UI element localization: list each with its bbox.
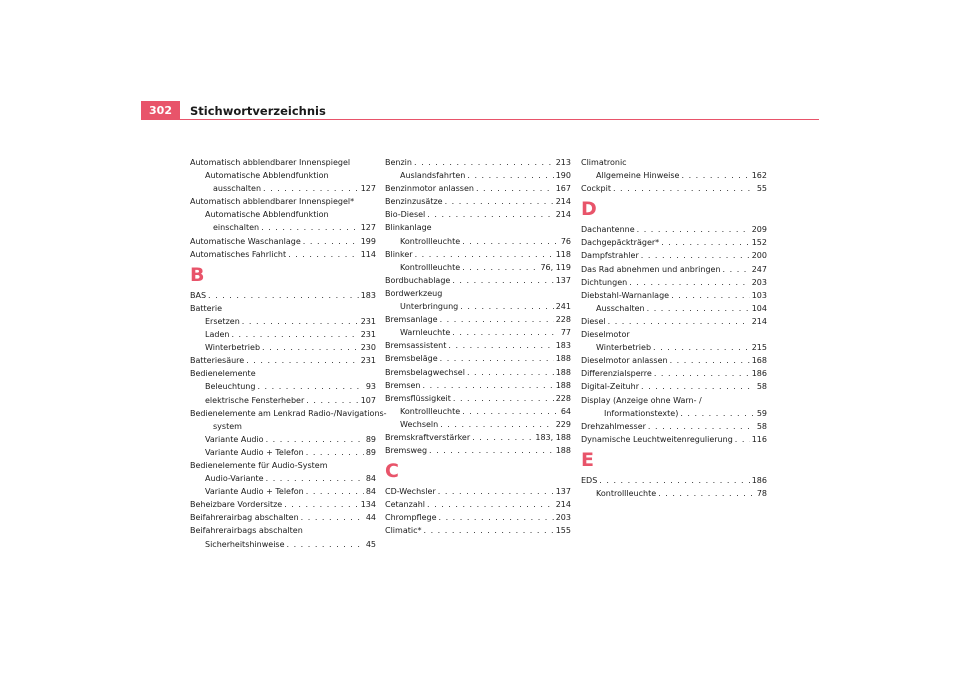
index-entry	[385, 169, 571, 182]
index-entry	[581, 263, 767, 276]
index-entry-text: Informationstexte)	[604, 408, 679, 418]
index-entry-page: 167	[555, 184, 571, 194]
leader-dots	[423, 524, 553, 537]
index-entry	[385, 248, 571, 261]
index-entry	[190, 354, 376, 367]
index-entry-text: Allgemeine Hinweise	[596, 171, 680, 181]
index-entry	[581, 420, 767, 433]
index-entry-page: 58	[756, 421, 767, 431]
index-entry	[190, 380, 376, 393]
index-entry	[581, 315, 767, 328]
leader-dots	[647, 302, 750, 315]
index-entry-page: 127	[360, 223, 376, 233]
index-entry-page: 77	[560, 328, 571, 338]
index-entry-page: 214	[555, 210, 571, 220]
index-entry-page: 231	[360, 330, 376, 340]
leader-dots	[654, 367, 750, 380]
index-entry-text: Beleuchtung	[205, 382, 256, 392]
index-entry-text: Bremsassistent	[385, 341, 447, 351]
index-entry-page: 203	[555, 513, 571, 523]
leader-dots	[427, 208, 553, 221]
index-entry	[385, 511, 571, 524]
index-entry-text: Bremsbeläge	[385, 354, 438, 364]
index-entry-page: 231	[360, 356, 376, 366]
index-entry-page: 214	[555, 197, 571, 207]
index-letter-heading: E	[581, 448, 594, 471]
index-entry	[385, 261, 571, 274]
leader-dots	[263, 182, 359, 195]
index-entry	[190, 248, 376, 261]
index-entry	[190, 446, 376, 459]
index-entry	[190, 182, 376, 195]
index-entry-page: 89	[365, 434, 376, 444]
index-entry	[385, 379, 571, 392]
index-entry	[190, 420, 376, 433]
index-entry-text: Blinkanlage	[385, 223, 432, 233]
index-entry-page: 155	[555, 526, 571, 536]
index-entry-page: 199	[360, 236, 376, 246]
index-entry-page: 241	[555, 302, 571, 312]
index-entry	[581, 236, 767, 249]
index-entry	[190, 407, 387, 420]
index-entry-text: Auslandsfahrten	[400, 171, 466, 181]
leader-dots	[429, 444, 554, 457]
index-entry-page: 214	[751, 316, 767, 326]
leader-dots	[445, 195, 554, 208]
index-entry-text: Dynamische Leuchtweitenregulierung	[581, 434, 733, 444]
index-entry	[581, 380, 767, 393]
index-entry	[385, 444, 571, 457]
index-entry-text: Bedienelemente für Audio-System	[190, 460, 328, 470]
leader-dots	[671, 289, 750, 302]
leader-dots	[723, 263, 750, 276]
index-entry-text: Display (Anzeige ohne Warn- /	[581, 395, 702, 405]
leader-dots	[301, 511, 364, 524]
index-entry	[581, 474, 767, 487]
index-entry-page: 84	[365, 487, 376, 497]
leader-dots	[608, 315, 750, 328]
index-entry	[581, 407, 767, 420]
index-entry-text: Benzin	[385, 158, 412, 167]
index-entry	[385, 208, 571, 221]
leader-dots	[427, 498, 554, 511]
index-entry	[385, 485, 571, 498]
index-entry	[581, 302, 767, 315]
index-entry	[190, 289, 376, 302]
leader-dots	[440, 352, 554, 365]
index-entry-page: 64	[560, 406, 571, 416]
leader-dots	[680, 407, 755, 420]
index-letter-heading: B	[190, 263, 205, 286]
index-entry	[190, 524, 376, 537]
index-entry	[385, 326, 571, 339]
index-entry-text: Bordbuchablage	[385, 275, 451, 285]
index-entry-text: Kontrollleuchte	[400, 236, 461, 246]
index-entry-text: Audio-Variante	[205, 474, 264, 484]
leader-dots	[306, 394, 358, 407]
index-entry-text: Unterbringung	[400, 302, 459, 312]
index-entry-text: ausschalten	[213, 184, 262, 194]
index-entry-page: 209	[751, 225, 767, 235]
leader-dots	[448, 339, 553, 352]
index-entry-text: Climatic*	[385, 526, 422, 536]
index-entry-text: Drehzahlmesser	[581, 421, 646, 431]
index-entry-page: 230	[360, 343, 376, 353]
index-column-1	[190, 156, 387, 551]
index-entry-text: Climatronic	[581, 158, 627, 167]
index-entry-page: 114	[360, 249, 376, 259]
index-entry-page: 188	[555, 354, 571, 364]
index-entry-text: Kontrollleuchte	[596, 488, 657, 498]
index-entry	[385, 392, 571, 405]
index-entry-text: Blinker	[385, 249, 413, 259]
index-entry-text: Bio-Diesel	[385, 210, 426, 220]
index-entry-page: 116	[751, 434, 767, 444]
index-entry-text: Automatische Abblendfunktion	[205, 171, 329, 181]
leader-dots	[306, 485, 364, 498]
leader-dots	[467, 169, 553, 182]
index-entry	[385, 339, 571, 352]
index-entry	[190, 367, 376, 380]
index-entry-page: 188	[555, 446, 571, 456]
index-entry-text: CD-Wechsler	[385, 487, 436, 497]
index-entry-text: Automatisch abblendbarer Innenspiegel*	[190, 197, 355, 207]
index-entry-text: Automatisch abblendbarer Innenspiegel	[190, 158, 351, 167]
index-entry-text: Sicherheitshinweise	[205, 539, 285, 549]
index-entry-text: Bremskraftverstärker	[385, 432, 471, 442]
index-entry	[581, 367, 767, 380]
leader-dots	[287, 538, 364, 551]
index-entry-page: 59	[756, 408, 767, 418]
leader-dots	[306, 446, 364, 459]
leader-dots	[439, 511, 554, 524]
index-entry-page: 188	[555, 380, 571, 390]
leader-dots	[452, 274, 553, 287]
index-entry-text: Dachgepäckträger*	[581, 238, 660, 248]
index-entry	[190, 538, 376, 551]
index-entry-page: 44	[365, 513, 376, 523]
index-entry	[190, 195, 376, 208]
index-entry-page: 183	[555, 341, 571, 351]
leader-dots	[641, 249, 750, 262]
index-entry-text: Bremsanlage	[385, 315, 438, 325]
leader-dots	[242, 315, 359, 328]
index-entry-text: Bremsbelagwechsel	[385, 367, 465, 377]
leader-dots	[462, 261, 538, 274]
leader-dots	[303, 235, 359, 248]
index-entry-text: Dieselmotor anlassen	[581, 356, 668, 366]
index-entry-text: Chrompflege	[385, 513, 437, 523]
index-entry-text: Beheizbare Vordersitze	[190, 500, 283, 510]
index-entry	[581, 182, 767, 195]
index-entry-text: Automatische Abblendfunktion	[205, 210, 329, 220]
index-entry	[581, 276, 767, 289]
page-number: 302	[141, 101, 180, 120]
index-entry-page: 104	[751, 303, 767, 313]
leader-dots	[658, 487, 755, 500]
index-entry-page: 186	[751, 369, 767, 379]
index-entry-page: 58	[756, 382, 767, 392]
leader-dots	[599, 474, 749, 487]
index-entry	[581, 328, 767, 341]
index-entry	[385, 431, 571, 444]
leader-dots	[440, 418, 554, 431]
index-entry	[190, 208, 376, 221]
index-entry-page: 103	[751, 290, 767, 300]
leader-dots	[681, 169, 749, 182]
index-entry-page: 127	[360, 184, 376, 194]
index-entry-page: 186	[751, 475, 767, 485]
index-entry-text: Dachantenne	[581, 225, 635, 235]
index-entry-text: EDS	[581, 475, 598, 485]
index-entry	[190, 235, 376, 248]
index-entry	[385, 418, 571, 431]
leader-dots	[661, 236, 750, 249]
index-entry-page: 168	[751, 356, 767, 366]
index-entry-page: 183	[360, 290, 376, 300]
index-entry	[385, 195, 571, 208]
index-entry-text: Ausschalten	[596, 303, 645, 313]
index-entry-page: 152	[751, 238, 767, 248]
index-entry-text: Automatische Waschanlage	[190, 236, 301, 246]
index-entry	[581, 169, 767, 182]
leader-dots	[262, 341, 359, 354]
leader-dots	[415, 248, 554, 261]
leader-dots	[670, 354, 750, 367]
index-entry	[190, 498, 376, 511]
index-entry-text: Variante Audio + Telefon	[205, 447, 304, 457]
leader-dots	[467, 366, 554, 379]
index-entry-page: 55	[756, 184, 767, 194]
leader-dots	[460, 300, 553, 313]
index-entry	[385, 405, 571, 418]
index-entry-text: Digital-Zeituhr	[581, 382, 640, 392]
index-entry-text: Automatisches Fahrlicht	[190, 249, 287, 259]
index-entry	[385, 221, 571, 234]
index-entry	[581, 249, 767, 262]
index-entry-page: 183, 188	[535, 432, 571, 442]
index-entry-text: Bordwerkzeug	[385, 288, 443, 298]
index-entry-page: 247	[751, 264, 767, 274]
index-entry-text: Kontrollleuchte	[400, 406, 461, 416]
index-entry	[385, 313, 571, 326]
index-entry	[581, 354, 767, 367]
index-entry-text: Das Rad abnehmen und anbringen	[581, 264, 721, 274]
page-title: Stichwortverzeichnis	[190, 104, 326, 118]
index-entry	[581, 289, 767, 302]
index-entry	[190, 328, 376, 341]
index-entry-text: Diebstahl-Warnanlage	[581, 290, 670, 300]
index-entry-text: Differenzialsperre	[581, 369, 652, 379]
leader-dots	[453, 392, 554, 405]
index-letter-heading: C	[385, 460, 399, 483]
index-entry-page: 134	[360, 500, 376, 510]
leader-dots	[641, 380, 755, 393]
index-entry	[581, 433, 767, 446]
leader-dots	[462, 405, 559, 418]
index-entry-page: 93	[365, 382, 376, 392]
index-entry-text: einschalten	[213, 223, 260, 233]
index-entry	[385, 366, 571, 379]
index-entry	[385, 182, 571, 195]
index-entry-page: 228	[555, 393, 571, 403]
leader-dots	[422, 379, 553, 392]
leader-dots	[735, 433, 750, 446]
index-entry	[190, 341, 376, 354]
index-entry-page: 214	[555, 500, 571, 510]
index-entry	[581, 394, 767, 407]
index-entry-page: 162	[751, 171, 767, 181]
leader-dots	[637, 223, 750, 236]
index-entry	[190, 394, 376, 407]
index-entry-text: Winterbetrieb	[596, 343, 652, 353]
index-entry-text: elektrische Fensterheber	[205, 395, 305, 405]
index-entry-page: 78	[756, 488, 767, 498]
header-divider	[141, 119, 819, 120]
index-entry-text: Bremsflüssigkeit	[385, 393, 451, 403]
index-entry-text: Warnleuchte	[400, 328, 451, 338]
leader-dots	[288, 248, 359, 261]
leader-dots	[648, 420, 755, 433]
index-entry	[385, 156, 571, 169]
index-entry-page: 228	[555, 315, 571, 325]
index-entry-text: Bremsweg	[385, 446, 428, 456]
index-entry-text: Beifahrerairbag abschalten	[190, 513, 299, 523]
index-entry-page: 190	[555, 171, 571, 181]
index-entry	[190, 459, 376, 472]
index-entry	[581, 487, 767, 500]
index-entry-text: Laden	[205, 330, 230, 340]
leader-dots	[246, 354, 359, 367]
index-entry-text: Batteriesäure	[190, 356, 245, 366]
leader-dots	[266, 433, 364, 446]
index-entry	[190, 315, 376, 328]
index-entry-page: 203	[751, 277, 767, 287]
index-entry	[190, 485, 376, 498]
leader-dots	[629, 276, 750, 289]
index-entry	[190, 472, 376, 485]
index-entry-page: 76	[560, 236, 571, 246]
index-entry-page: 188	[555, 367, 571, 377]
index-entry-text: Wechseln	[400, 419, 439, 429]
index-entry	[581, 223, 767, 236]
leader-dots	[414, 156, 554, 169]
leader-dots	[231, 328, 358, 341]
index-entry	[385, 287, 571, 300]
index-entry-text: Dieselmotor	[581, 330, 630, 340]
index-entry-page: 213	[555, 158, 571, 167]
leader-dots	[462, 235, 559, 248]
leader-dots	[438, 485, 554, 498]
index-entry	[385, 352, 571, 365]
index-entry	[385, 524, 571, 537]
leader-dots	[257, 380, 363, 393]
index-entry-page: 107	[360, 395, 376, 405]
leader-dots	[284, 498, 359, 511]
leader-dots	[440, 313, 554, 326]
leader-dots	[476, 182, 554, 195]
index-entry-text: Winterbetrieb	[205, 343, 261, 353]
index-entry	[190, 156, 376, 169]
index-entry	[190, 169, 376, 182]
index-entry-text: Bedienelemente	[190, 369, 256, 379]
index-entry	[190, 433, 376, 446]
index-entry	[190, 511, 376, 524]
leader-dots	[613, 182, 755, 195]
leader-dots	[452, 326, 559, 339]
index-entry	[385, 300, 571, 313]
leader-dots	[261, 221, 359, 234]
leader-dots	[472, 431, 533, 444]
index-letter-heading: D	[581, 198, 597, 221]
index-entry	[581, 341, 767, 354]
index-entry-page: 137	[555, 275, 571, 285]
index-column-3	[581, 156, 767, 500]
index-entry-text: Dichtungen	[581, 277, 628, 287]
index-entry-text: Dampfstrahler	[581, 251, 639, 261]
index-entry-text: Variante Audio	[205, 434, 264, 444]
index-column-2	[385, 156, 571, 538]
index-entry-text: Bremsen	[385, 380, 421, 390]
index-entry-text: Kontrollleuchte	[400, 262, 461, 272]
leader-dots	[208, 289, 359, 302]
index-entry-page: 84	[365, 474, 376, 484]
index-entry	[385, 498, 571, 511]
index-entry	[190, 221, 376, 234]
index-entry-page: 137	[555, 487, 571, 497]
index-entry-page: 229	[555, 419, 571, 429]
index-entry-text: Cetanzahl	[385, 500, 426, 510]
index-entry-page: 89	[365, 447, 376, 457]
index-entry-text: Batterie	[190, 303, 223, 313]
index-entry-text: system	[213, 421, 242, 431]
index-entry	[385, 274, 571, 287]
index-entry-page: 231	[360, 316, 376, 326]
index-entry-text: Beifahrerairbags abschalten	[190, 526, 303, 536]
leader-dots	[266, 472, 364, 485]
index-entry-text: Ersetzen	[205, 316, 240, 326]
index-entry-page: 215	[751, 343, 767, 353]
index-entry	[385, 235, 571, 248]
index-entry-page: 76, 119	[540, 262, 571, 272]
index-entry-page: 45	[365, 539, 376, 549]
index-entry-text: Variante Audio + Telefon	[205, 487, 304, 497]
index-entry-text: Benzinmotor anlassen	[385, 184, 474, 194]
index-entry-text: Benzinzusätze	[385, 197, 443, 207]
index-entry-page: 118	[555, 249, 571, 259]
leader-dots	[653, 341, 750, 354]
index-entry	[581, 156, 767, 169]
index-entry-text: Bedienelemente am Lenkrad Radio-/Navigations-	[190, 408, 387, 418]
index-entry-text: Diesel	[581, 316, 606, 326]
index-entry-page: 200	[751, 251, 767, 261]
index-entry-text: BAS	[190, 290, 207, 300]
index-entry	[190, 302, 376, 315]
index-entry-text: Cockpit	[581, 184, 611, 194]
